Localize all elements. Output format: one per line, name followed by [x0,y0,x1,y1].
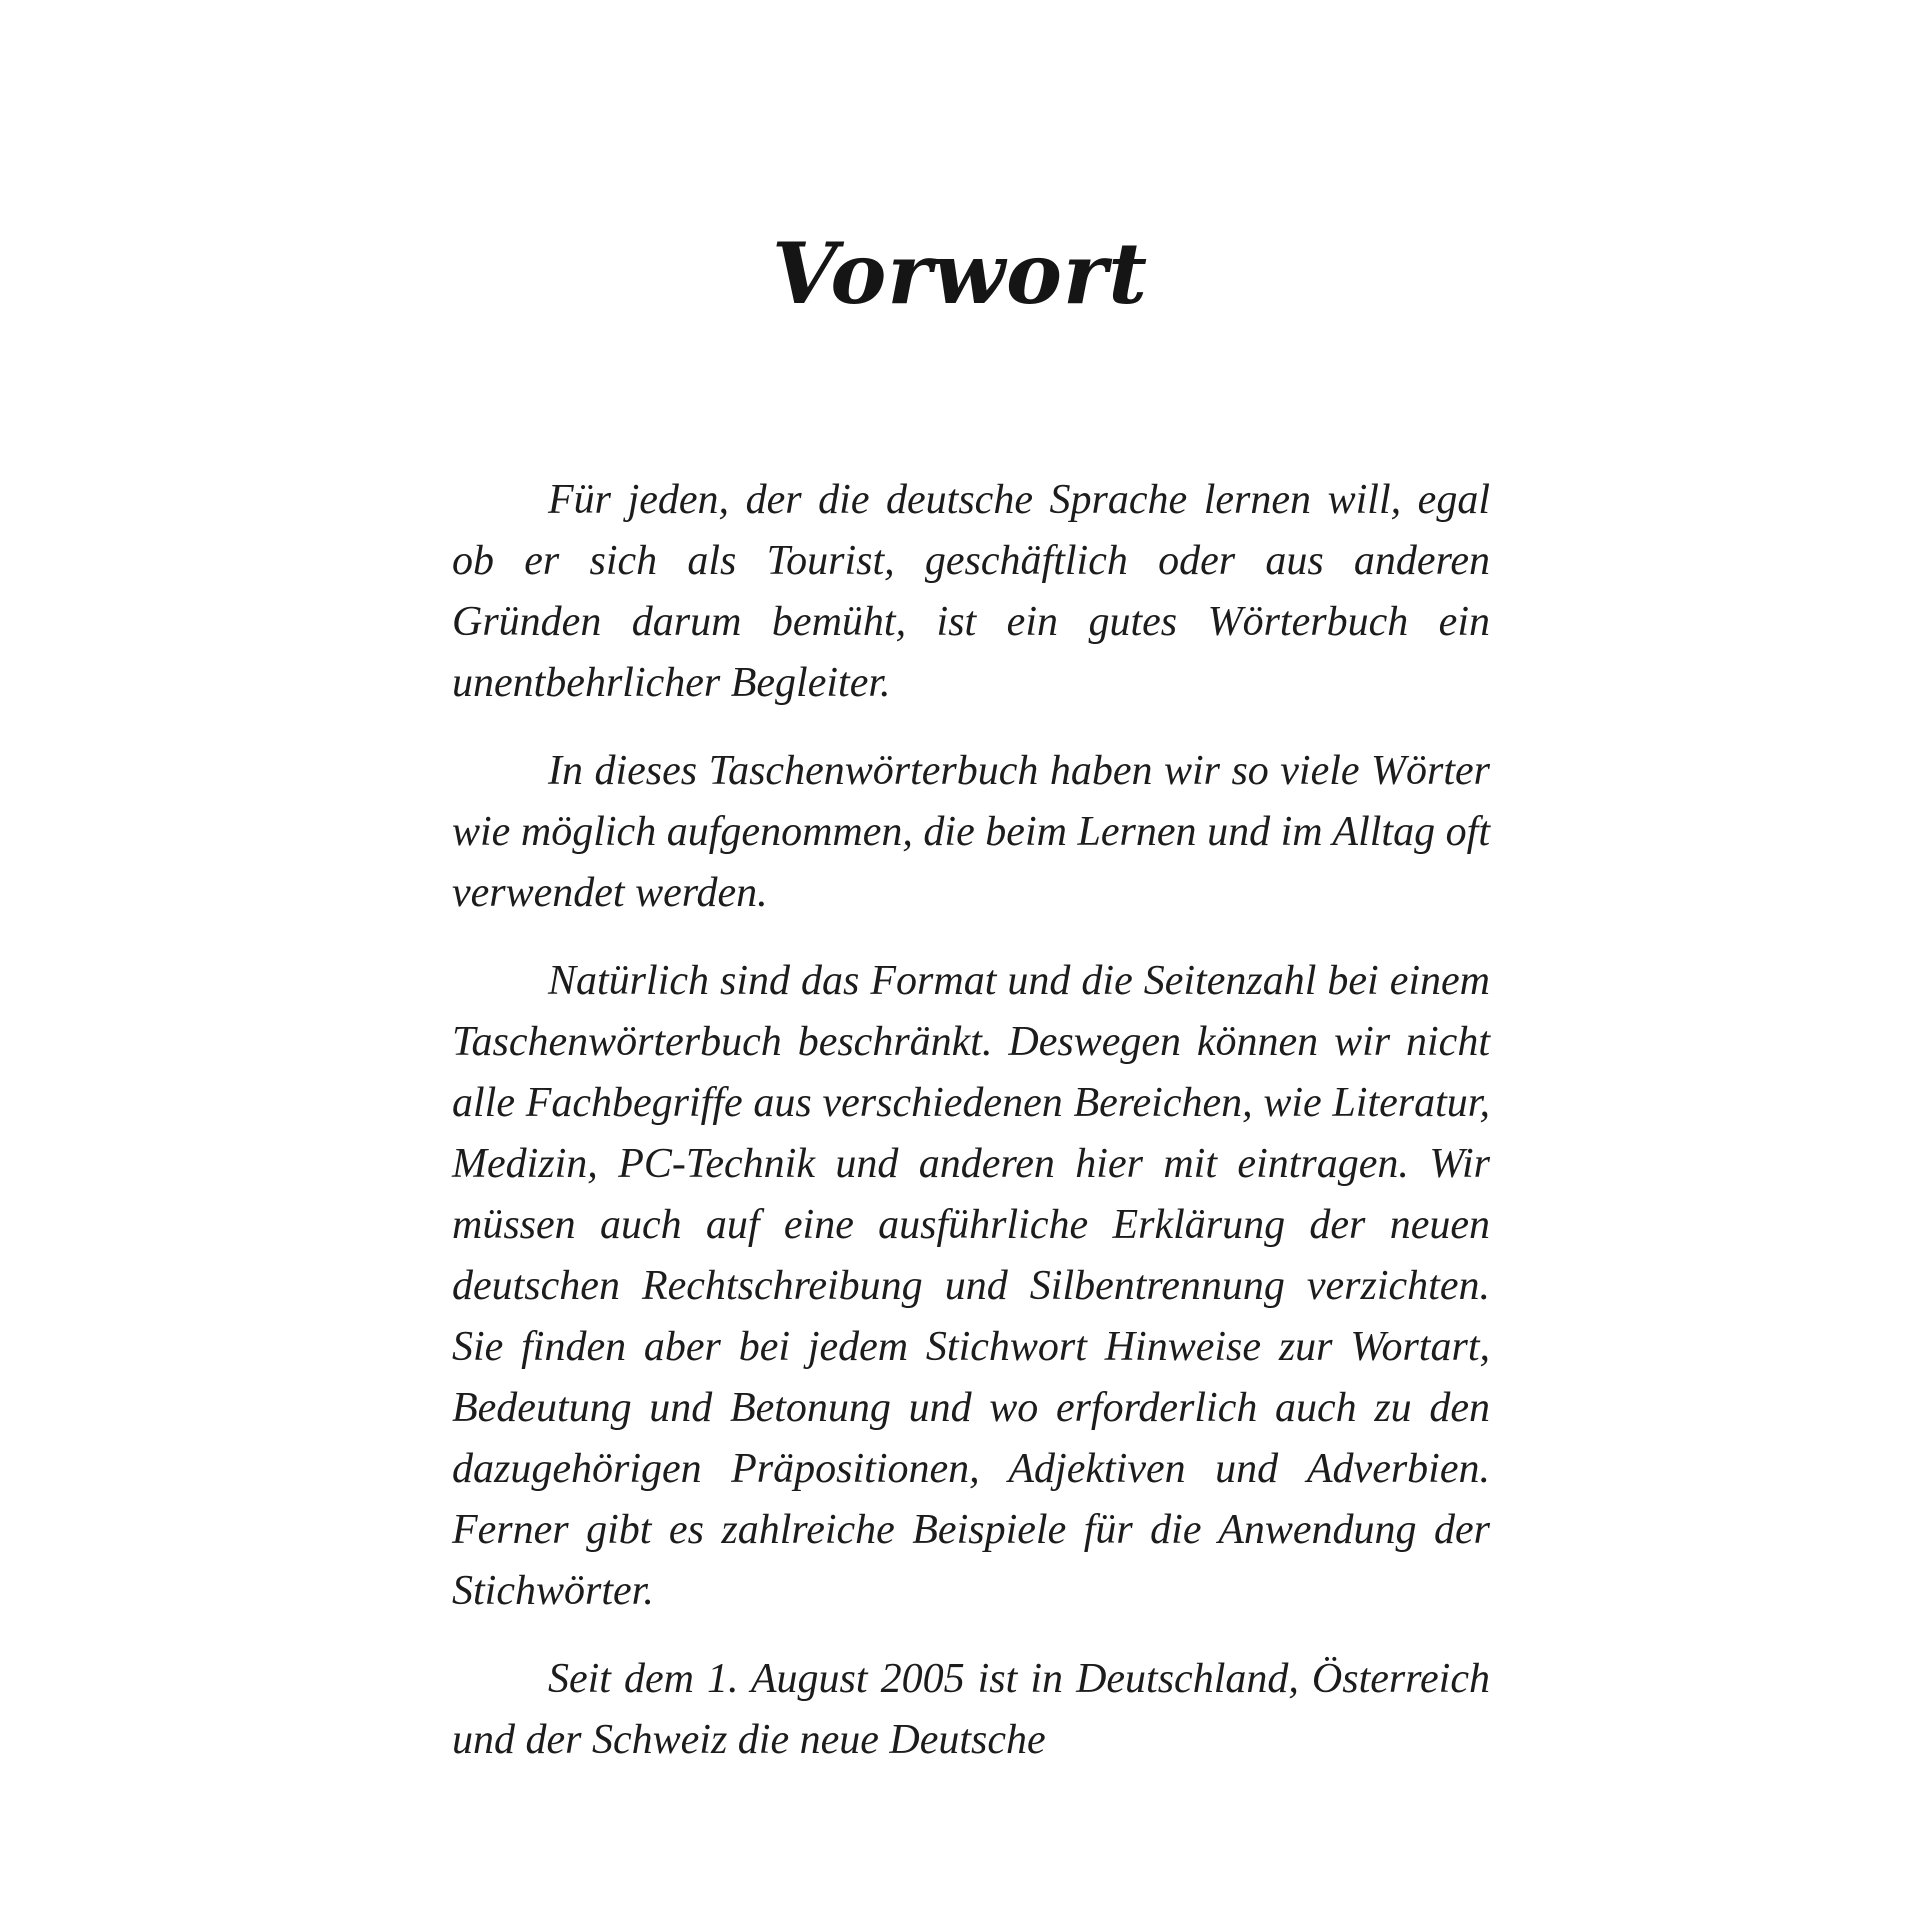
paragraph-2: In dieses Taschenwörterbuch haben wir so viele Wörter wie möglich aufgenommen, die beim Lernen und im Alltag oft verwendet werden. [452,748,1490,916]
paragraph-1: Für jeden, der die deutsche Sprache lernen will, egal ob er sich als Tourist, geschäftlich oder aus anderen Gründen darum bemüht, ist ein gutes Wörterbuch ein unentbehrlicher Begleiter. [452,477,1490,706]
paragraph-4: Seit dem 1. August 2005 ist in Deutschland, Österreich und der Schweiz die neue Deutsche [452,1656,1490,1763]
preface-body [452,470,1490,1798]
paragraph-3: Natürlich sind das Format und die Seitenzahl bei einem Taschenwörterbuch beschränkt. Deswegen können wir nicht alle Fachbegriffe aus verschiedenen Bereichen, wie Literatur, Medizin, PC-Technik und anderen hier mit eintragen. Wir müssen auch auf eine ausführliche Erklärung der neuen deutschen Rechtschreibung und Silbentrennung verzichten. Sie finden aber bei jedem Stichwort Hinweise zur Wortart, Bedeutung und Betonung und wo erforderlich auch zu den dazugehörigen Präpositionen, Adjektiven und Adverbien. Ferner gibt es zahlreiche Beispiele für die Anwendung der Stichwörter. [452,958,1490,1614]
page-title: Vorwort [771,224,1149,323]
